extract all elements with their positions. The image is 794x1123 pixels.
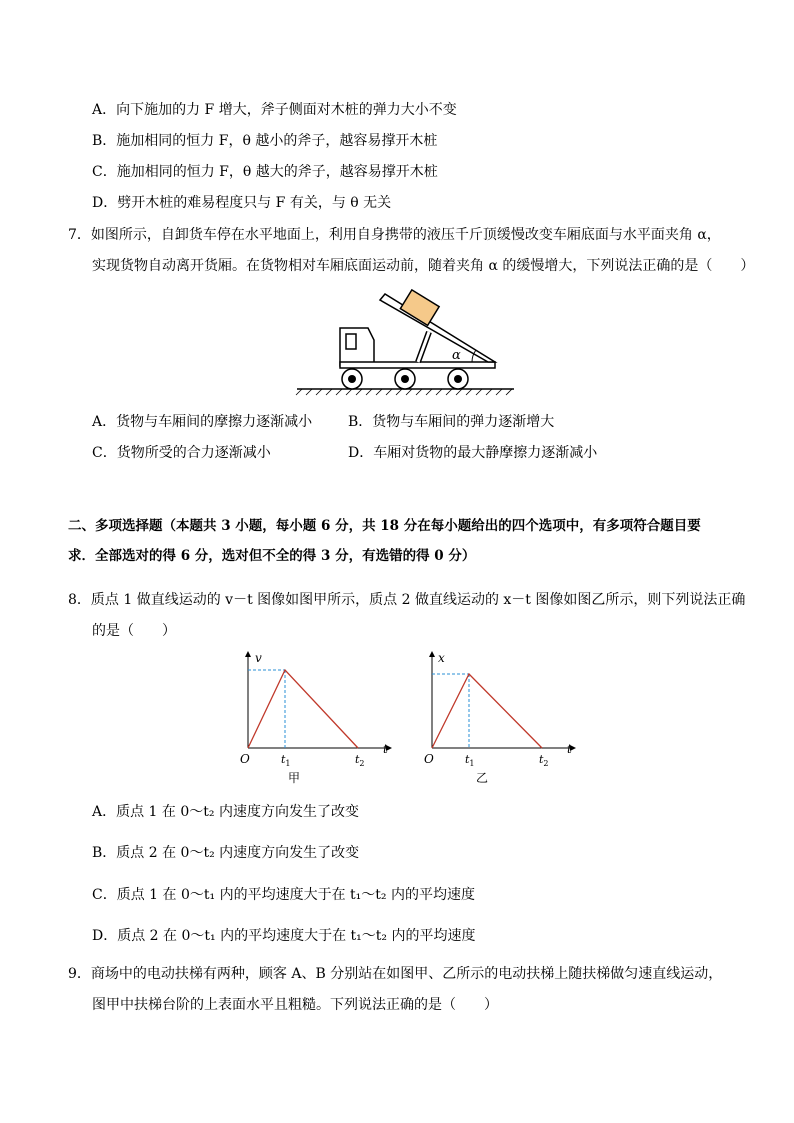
q7-stem-line2: 实现货物自动离开货厢。在货物相对车厢底面运动前，随着夹角 α 的缓慢增大，下列说法正确的是（ ） <box>92 258 755 274</box>
q8-option-c: C．质点 1 在 0～t₁ 内的平均速度大于在 t₁～t₂ 内的平均速度 <box>92 887 475 903</box>
q9-stem-line2: 图甲中扶梯台阶的上表面水平且粗糙。下列说法正确的是（ ） <box>92 997 498 1013</box>
wheel <box>448 369 468 389</box>
q6-option-d: D．劈开木桩的难易程度只与 F 有关，与 θ 无关 <box>92 195 392 211</box>
graph-yi-ylabel: x <box>438 651 445 665</box>
q8-stem-line1: 8．质点 1 做直线运动的 v－t 图像如图甲所示，质点 2 做直线运动的 x－t 图像如图乙所示，则下列说法正确 <box>68 592 746 608</box>
graph-jia-t1: $t_1$ <box>281 753 291 768</box>
graph-jia-ylabel: v <box>255 651 262 665</box>
q7-option-d: D．车厢对货物的最大静摩擦力逐渐减小 <box>348 445 598 461</box>
wheel <box>395 369 415 389</box>
q8-option-d: D．质点 2 在 0～t₁ 内的平均速度大于在 t₁～t₂ 内的平均速度 <box>92 928 476 944</box>
dump-truck-figure <box>292 286 522 396</box>
graph-yi-caption: 乙 <box>476 771 489 785</box>
wheel <box>342 369 362 389</box>
graph-jia <box>236 648 396 788</box>
q6-option-a: A．向下施加的力 F 增大，斧子侧面对木桩的弹力大小不变 <box>92 102 457 118</box>
section2-heading-line2: 求．全部选对的得 6 分，选对但不全的得 3 分，有选错的得 0 分） <box>68 548 476 564</box>
q7-option-a: A．货物与车厢间的摩擦力逐渐减小 <box>92 414 313 430</box>
q9-stem-line1: 9．商场中的电动扶梯有两种，顾客 A、B 分别站在如图甲、乙所示的电动扶梯上随扶梯做匀速直线运动， <box>68 966 723 982</box>
q7-stem-line1: 7．如图所示，自卸货车停在水平地面上，利用自身携带的液压千斤顶缓慢改变车厢底面与水平面夹角 α， <box>68 227 721 243</box>
angle-alpha-label: α <box>452 348 461 363</box>
q8-option-b: B．质点 2 在 0～t₂ 内速度方向发生了改变 <box>92 845 360 861</box>
graph-jia-caption: 甲 <box>288 771 301 785</box>
graph-yi <box>420 648 580 788</box>
q8-stem-line2: 的是（ ） <box>92 623 176 639</box>
q6-option-c: C．施加相同的恒力 F，θ 越大的斧子，越容易撑开木桩 <box>92 164 438 180</box>
graph-yi-t2: $t_2$ <box>539 753 549 768</box>
graph-jia-xlabel: t <box>383 742 388 756</box>
graph-yi-origin: O <box>424 752 434 766</box>
q7-option-b: B．货物与车厢间的弹力逐渐增大 <box>348 414 555 430</box>
graph-jia-origin: O <box>240 752 250 766</box>
graph-yi-t1: $t_1$ <box>465 753 475 768</box>
section2-heading-line1: 二、多项选择题（本题共 3 小题，每小题 6 分，共 18 分在每小题给出的四个选项中，有多项符合题目要 <box>68 518 701 534</box>
q7-option-c: C．货物所受的合力逐渐减小 <box>92 445 271 461</box>
q8-option-a: A．质点 1 在 0～t₂ 内速度方向发生了改变 <box>92 804 359 820</box>
graph-yi-xlabel: t <box>567 742 572 756</box>
graph-jia-t2: $t_2$ <box>355 753 365 768</box>
q6-option-b: B．施加相同的恒力 F，θ 越小的斧子，越容易撑开木桩 <box>92 133 438 149</box>
